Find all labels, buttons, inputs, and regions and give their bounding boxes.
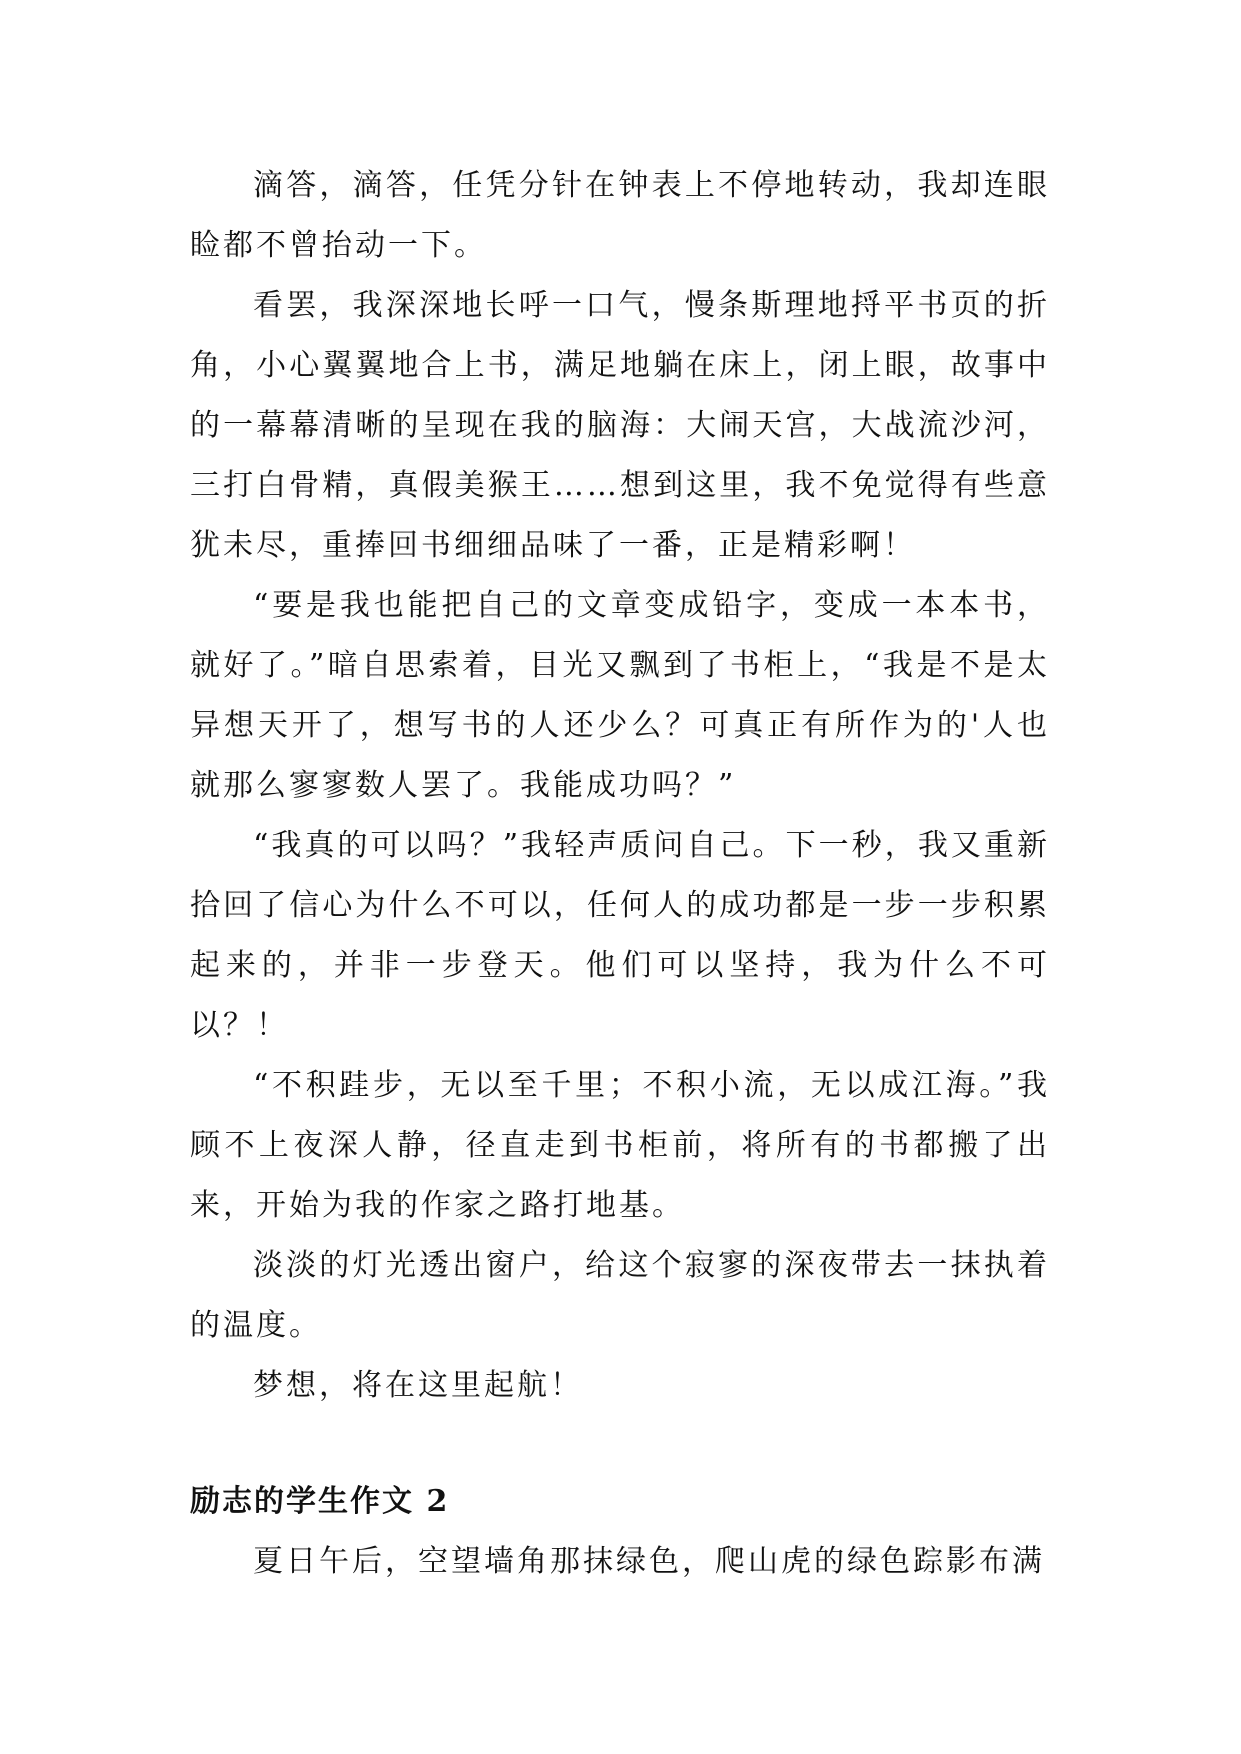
paragraph-4: “我真的可以吗？”我轻声质问自己。下一秒，我又重新拾回了信心为什么不可以，任何人的成功都是一步一步积累起来的，并非一步登天。他们可以坚持，我为什么不可以？！ — [190, 828, 1050, 1043]
paragraph-7: 梦想，将在这里起航！ — [253, 1368, 583, 1403]
paragraph-1: 滴答，滴答，任凭分针在钟表上不停地转动，我却连眼睑都不曾抬动一下。 — [190, 168, 1050, 263]
paragraph-2: 看罢，我深深地长呼一口气，慢条斯理地捋平书页的折角，小心翼翼地合上书，满足地躺在床上，闭上眼，故事中的一幕幕清晰的呈现在我的脑海：大闹天宫，大战流沙河，三打白骨精，真假美猴王……想到这里，我不免觉得有些意犹未尽，重捧回书细细品味了一番，正是精彩啊！ — [190, 288, 1050, 563]
paragraph-6: 淡淡的灯光透出窗户，给这个寂寥的深夜带去一抹执着的温度。 — [190, 1248, 1050, 1343]
section-paragraph-1: 夏日午后，空望墙角那抹绿色，爬山虎的绿色踪影布满 — [253, 1544, 1045, 1579]
paragraph-3: “要是我也能把自己的文章变成铅字，变成一本本书，就好了。”暗自思索着，目光又飘到了书柜上，“我是不是太异想天开了，想写书的人还少么？可真正有所作为的'人也就那么寥寥数人罢了。我能成功吗？” — [190, 588, 1050, 803]
section-heading: 励志的学生作文 2 — [190, 1484, 450, 1519]
paragraph-5: “不积跬步，无以至千里；不积小流，无以成江海。”我顾不上夜深人静，径直走到书柜前，将所有的书都搬了出来，开始为我的作家之路打地基。 — [190, 1068, 1050, 1223]
document-body — [190, 156, 1050, 1592]
